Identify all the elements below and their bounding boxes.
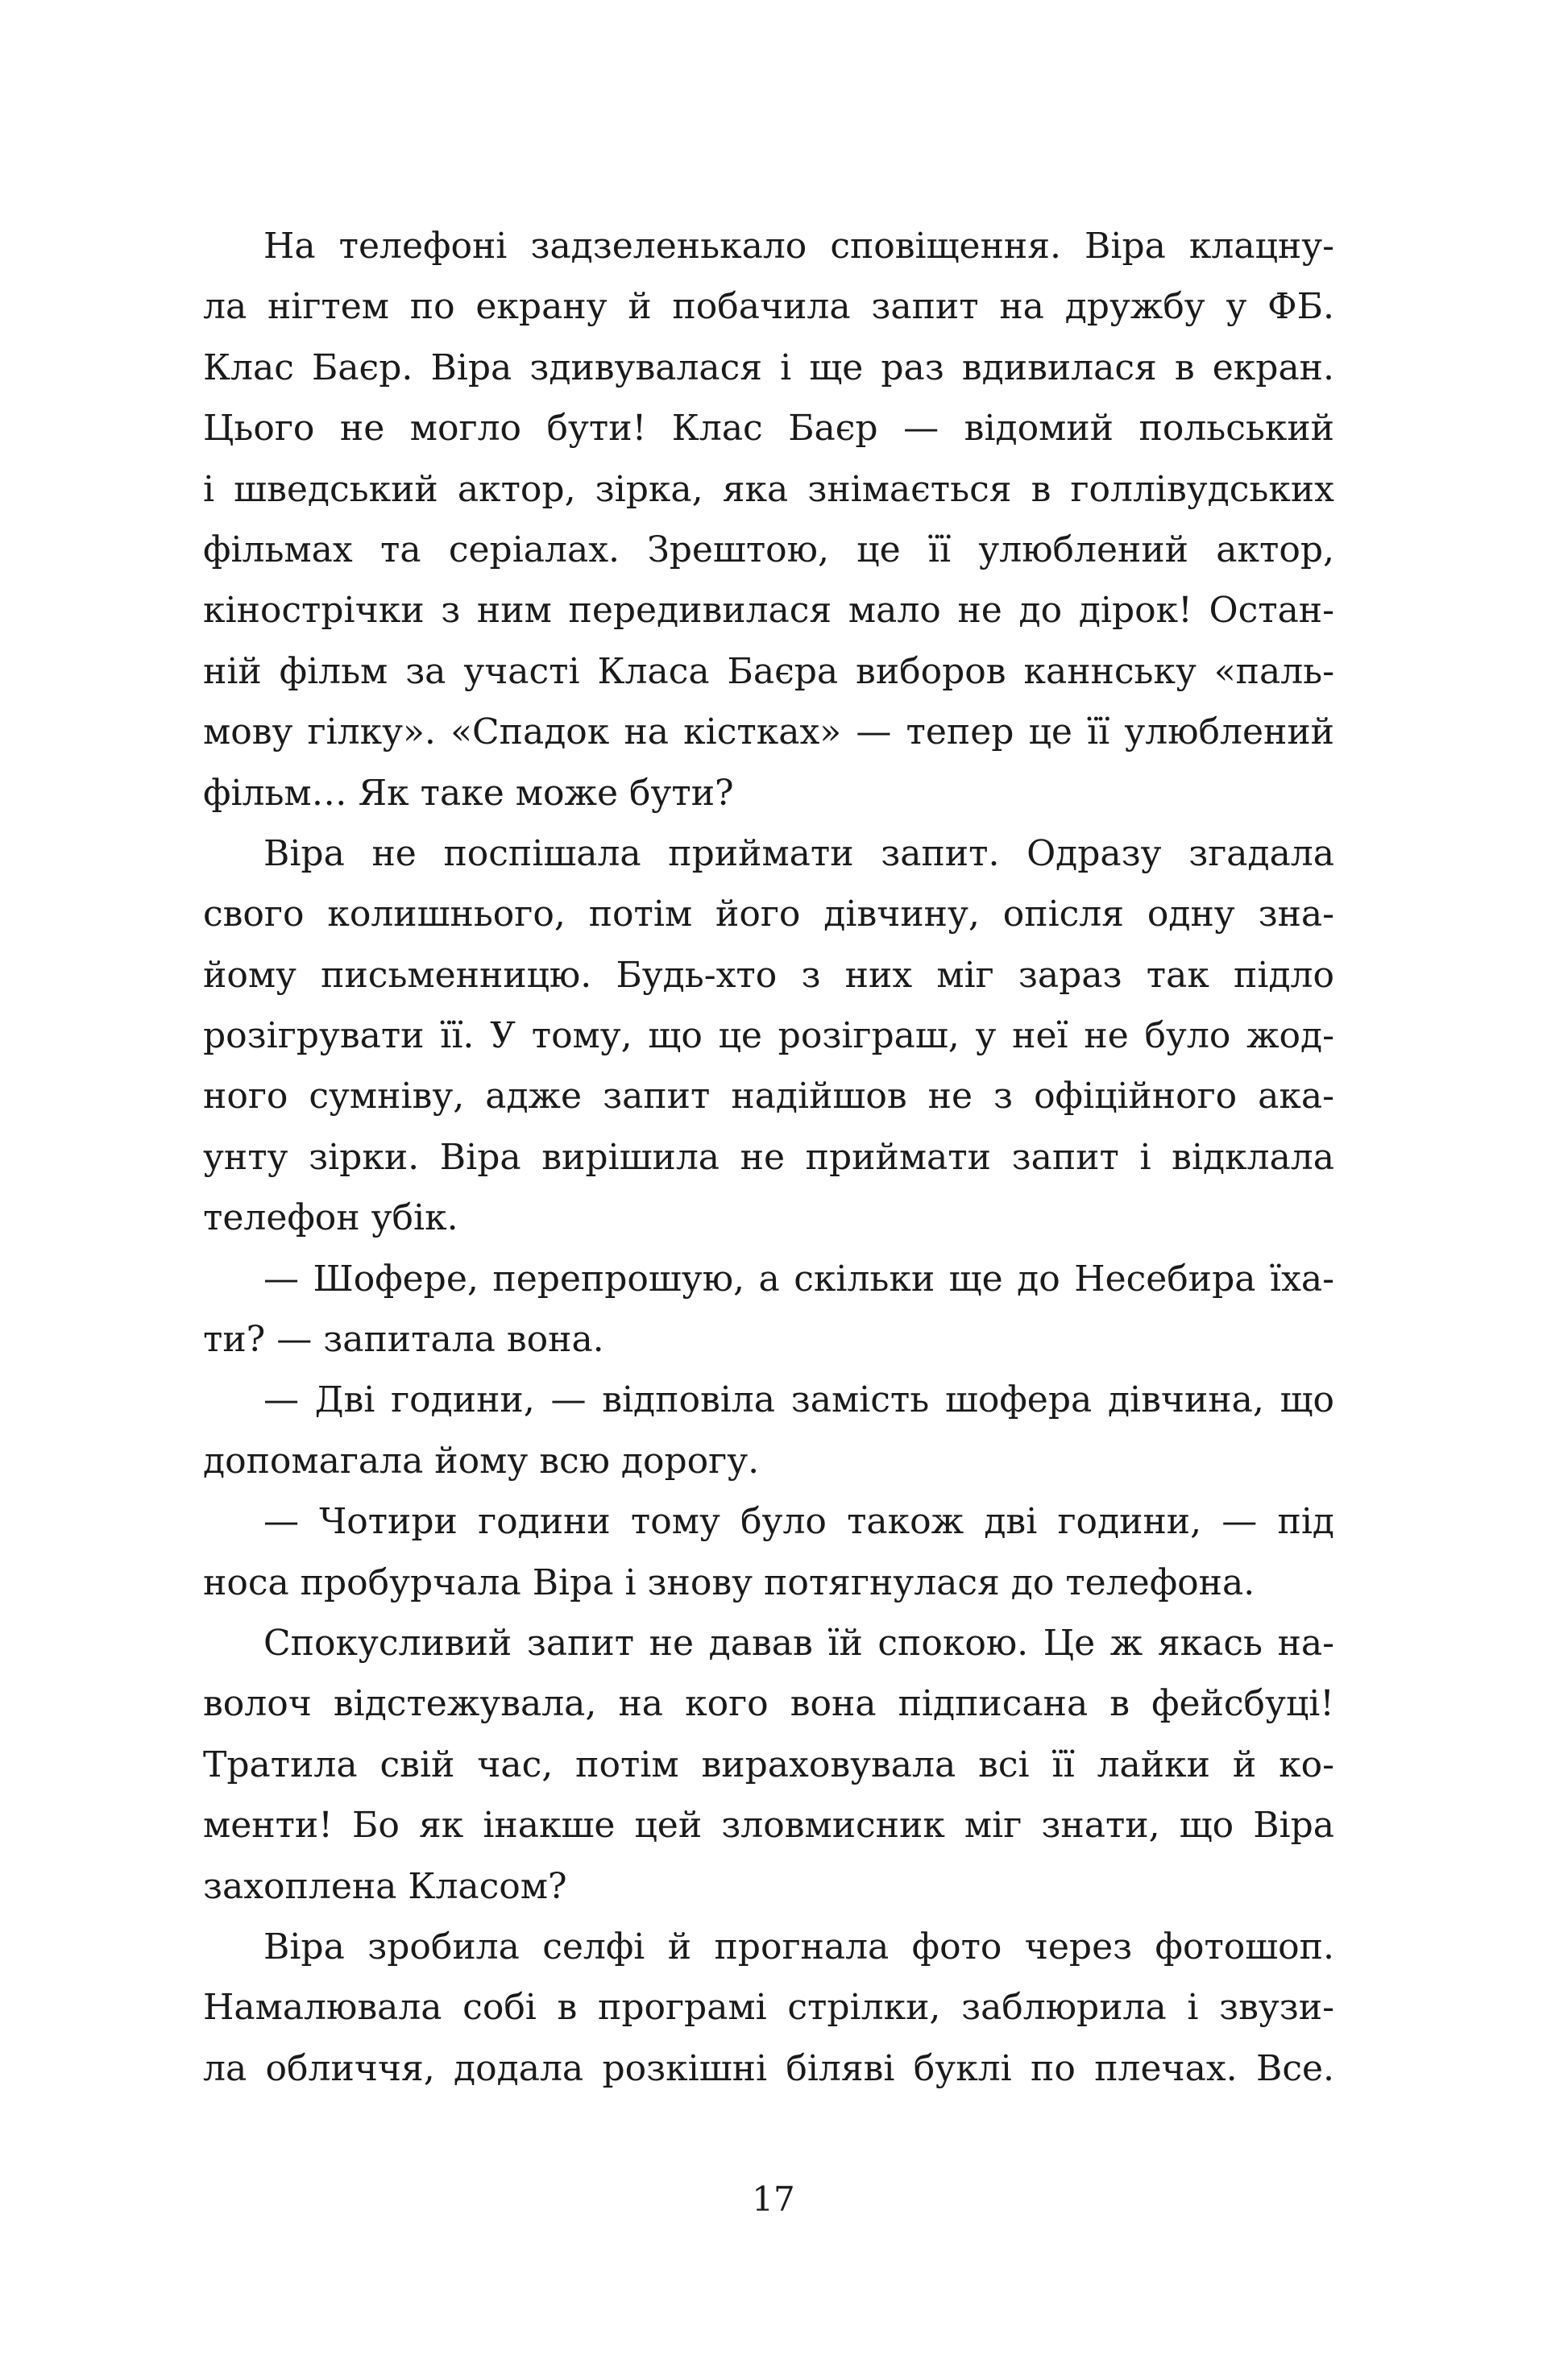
text-line: — Чотири години тому було також дві години, — під bbox=[263, 1501, 1334, 1543]
text-line: телефон убік. bbox=[203, 1197, 458, 1239]
text-line: ній фільм за участі Класа Баєра виборов каннську «паль- bbox=[203, 650, 1334, 692]
text-line: ла обличчя, додала розкішні біляві буклі по плечах. Все. bbox=[203, 2047, 1334, 2089]
text-line: мову гілку». «Спадок на кістках» — тепер це її улюблений bbox=[203, 711, 1334, 753]
text-line: кінострічки з ним передивилася мало не до дірок! Остан- bbox=[203, 590, 1334, 632]
body-text bbox=[203, 216, 1334, 2099]
text-line: ного сумніву, адже запит надійшов не з офіційного ака- bbox=[203, 1076, 1334, 1117]
text-line: свого колишнього, потім його дівчину, опісля одну зна- bbox=[203, 894, 1334, 935]
text-line: йому письменницю. Будь-хто з них міг зараз так підло bbox=[203, 954, 1334, 996]
text-line: менти! Бо як інакше цей зловмисник міг знати, що Віра bbox=[203, 1805, 1334, 1847]
text-line: Віра зробила селфі й прогнала фото через фотошоп. bbox=[263, 1926, 1334, 1967]
text-line: захоплена Класом? bbox=[203, 1865, 567, 1907]
text-line: і шведський актор, зірка, яка знімається в голлівудських bbox=[203, 468, 1334, 510]
text-line: носа пробурчала Віра і знову потягнулася до телефона. bbox=[203, 1561, 1255, 1603]
page-number: 17 bbox=[752, 2179, 795, 2219]
text-line: На телефоні задзеленькало сповіщення. Віра клацну- bbox=[263, 226, 1334, 267]
text-line: Клас Баєр. Віра здивувалася і ще раз вдивилася в екран. bbox=[203, 346, 1334, 388]
text-line: Тратила свій час, потім вираховувала всі її лайки й ко- bbox=[203, 1744, 1334, 1785]
text-line: Цього не могло бути! Клас Баєр — відомий польський bbox=[203, 408, 1334, 450]
text-line: фільмах та серіалах. Зрештою, це її улюблений актор, bbox=[203, 529, 1334, 570]
text-line: допомагала йому всю дорогу. bbox=[203, 1440, 760, 1482]
text-line: фільм… Як таке може бути? bbox=[203, 772, 734, 814]
text-line: Намалювала собі в програмі стрілки, заблюрила і звузи- bbox=[203, 1987, 1334, 2029]
text-line: ла нігтем по екрану й побачила запит на дружбу у ФБ. bbox=[203, 286, 1334, 328]
text-line: розігрувати її. У тому, що це розіграш, у неї не було жод- bbox=[203, 1015, 1334, 1057]
text-line: Віра не поспішала приймати запит. Одразу згадала bbox=[263, 832, 1334, 874]
text-line: унту зірки. Віра вирішила не приймати запит і відклала bbox=[203, 1136, 1334, 1178]
text-line: — Шофере, перепрошую, а скільки ще до Несебира їха- bbox=[263, 1258, 1334, 1300]
text-line: ти? — запитала вона. bbox=[203, 1319, 604, 1361]
text-line: волоч відстежувала, на кого вона підписана в фейсбуці! bbox=[203, 1683, 1334, 1725]
text-line: — Дві години, — відповіла замість шофера дівчина, що bbox=[263, 1379, 1334, 1421]
text-line: Спокусливий запит не давав їй спокою. Це ж якась на- bbox=[263, 1622, 1334, 1664]
